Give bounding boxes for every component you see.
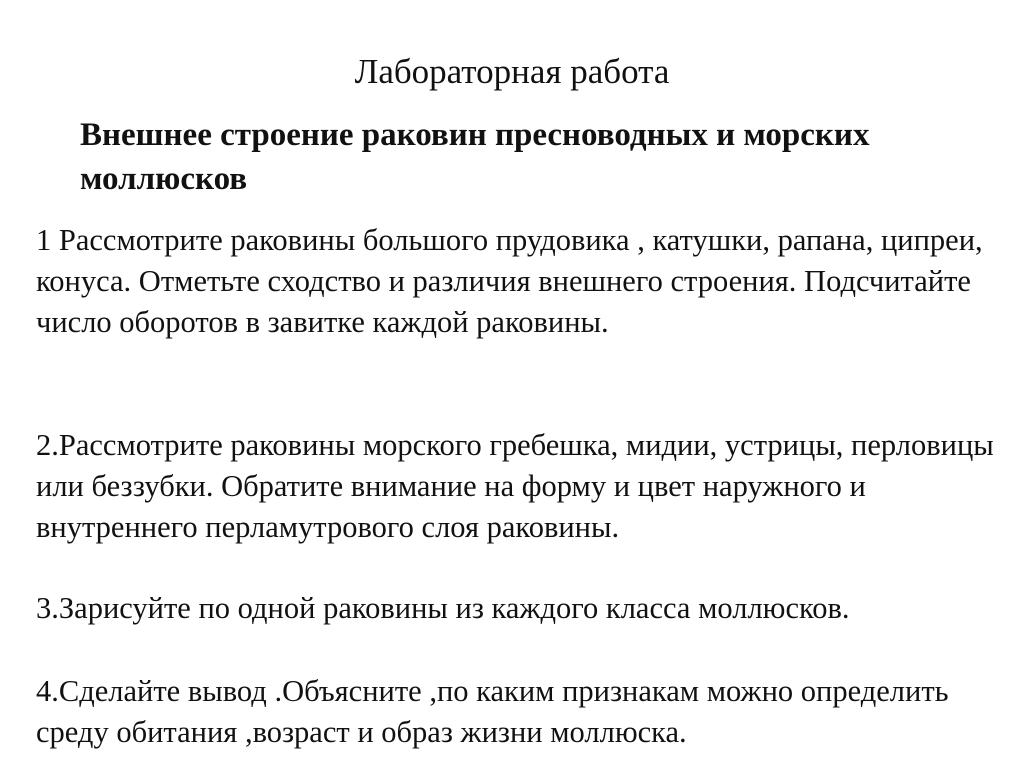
task-3-text: 3.Зарисуйте по одной раковины из каждого класса моллюсков. [36,591,850,625]
slide-subtitle: Внешнее строение раковин пресноводных и морских моллюсков [80,117,870,197]
task-1-text: 1 Рассмотрите раковины большого прудовика , катушки, рапана, ципреи, конуса. Отметьте сходство и различия внешнего строения. Подсчитайте число оборотов в завитке каждой раковины. [36,223,983,339]
task-2-text: 2.Рассмотрите раковины морского гребешка, мидии, устрицы, перловицы или беззубки. Обратите внимание на форму и цвет наружного и внутреннего перламутрового слоя раковины. [36,428,994,544]
task-4-text: 4.Сделайте вывод .Объясните ,по каким признакам можно определить среду обитания ,возраст и образ жизни моллюска. [36,674,949,749]
slide-heading: Лабораторная работа [354,52,670,91]
